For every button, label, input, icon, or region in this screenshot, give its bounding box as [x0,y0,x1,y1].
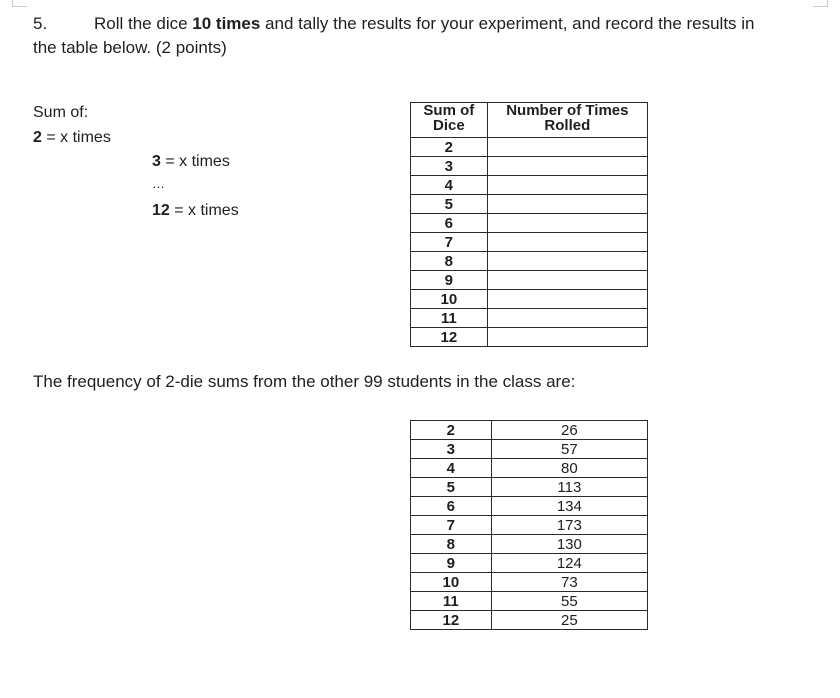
freq-sum-cell: 4 [411,459,492,478]
table-row [411,252,648,271]
question-text-bold: 10 times [192,14,261,33]
tally-count-cell[interactable] [487,271,647,290]
table-row [411,554,648,573]
table-row [411,138,648,157]
header-sum-of-dice: Sum of Dice [411,103,488,138]
question-number: 5. [33,14,48,33]
example-line-2-number: 2 [33,129,42,146]
freq-sum-cell: 6 [411,497,492,516]
tally-count-cell[interactable] [487,195,647,214]
table-row [411,290,648,309]
table-row [411,328,648,347]
freq-sum-cell: 11 [411,592,492,611]
tally-sum-cell: 9 [411,271,488,290]
table-row [411,176,648,195]
table-row [411,592,648,611]
question-text-before: Roll the dice [94,14,193,33]
table-row [411,195,648,214]
freq-sum-cell: 2 [411,421,492,440]
question-text-line2: the table below. (2 points) [33,38,227,57]
table-row [411,573,648,592]
freq-count-cell: 130 [491,535,647,554]
example-line-4-number: 12 [152,202,170,219]
page-corner-marker-right [813,0,828,7]
tally-sum-cell: 2 [411,138,488,157]
freq-count-cell: 80 [491,459,647,478]
table-row [411,535,648,554]
example-line-3 [152,153,230,171]
example-line-2 [33,129,111,147]
table-row [411,157,648,176]
table-row [411,214,648,233]
example-line-3-number: 3 [152,153,161,170]
tally-sum-cell: 3 [411,157,488,176]
table-row [411,478,648,497]
tally-count-cell[interactable] [487,157,647,176]
freq-count-cell: 26 [491,421,647,440]
freq-count-cell: 73 [491,573,647,592]
tally-sum-cell: 11 [411,309,488,328]
tally-count-cell[interactable] [487,214,647,233]
table-row [411,516,648,535]
tally-table [410,102,648,347]
freq-sum-cell: 12 [411,611,492,630]
example-ellipsis: … [152,176,165,191]
freq-count-cell: 25 [491,611,647,630]
table-row [411,440,648,459]
tally-sum-cell: 7 [411,233,488,252]
tally-count-cell[interactable] [487,309,647,328]
table-row [411,271,648,290]
tally-count-cell[interactable] [487,328,647,347]
tally-sum-cell: 4 [411,176,488,195]
table-row [411,459,648,478]
freq-sum-cell: 9 [411,554,492,573]
freq-count-cell: 57 [491,440,647,459]
freq-sum-cell: 3 [411,440,492,459]
freq-sum-cell: 5 [411,478,492,497]
example-line-2-text: = x times [41,129,111,146]
page-corner-marker-left [12,0,27,7]
freq-sum-cell: 10 [411,573,492,592]
example-line-4-text: = x times [169,202,239,219]
tally-count-cell[interactable] [487,233,647,252]
table-row [411,421,648,440]
question-text-after: and tally the results for your experiment, and record the results in [260,14,755,33]
header-number-of-times-rolled: Number of Times Rolled [487,103,647,138]
tally-sum-cell: 5 [411,195,488,214]
example-line-4 [152,202,239,220]
freq-count-cell: 173 [491,516,647,535]
freq-sum-cell: 7 [411,516,492,535]
frequency-caption: The frequency of 2-die sums from the other 99 students in the class are: [33,372,576,391]
tally-sum-cell: 12 [411,328,488,347]
table-row [411,233,648,252]
tally-count-cell[interactable] [487,252,647,271]
tally-sum-cell: 8 [411,252,488,271]
tally-sum-cell: 6 [411,214,488,233]
table-row [411,309,648,328]
table-row [411,497,648,516]
frequency-table [410,420,648,630]
sum-of-label: Sum of: [33,104,89,121]
table-row [411,611,648,630]
tally-count-cell[interactable] [487,138,647,157]
example-line-3-text: = x times [160,153,230,170]
freq-count-cell: 124 [491,554,647,573]
tally-count-cell[interactable] [487,290,647,309]
tally-sum-cell: 10 [411,290,488,309]
tally-count-cell[interactable] [487,176,647,195]
tally-table-header [411,103,648,138]
freq-count-cell: 113 [491,478,647,497]
freq-sum-cell: 8 [411,535,492,554]
freq-count-cell: 55 [491,592,647,611]
freq-count-cell: 134 [491,497,647,516]
question-text-line1 [94,14,755,34]
